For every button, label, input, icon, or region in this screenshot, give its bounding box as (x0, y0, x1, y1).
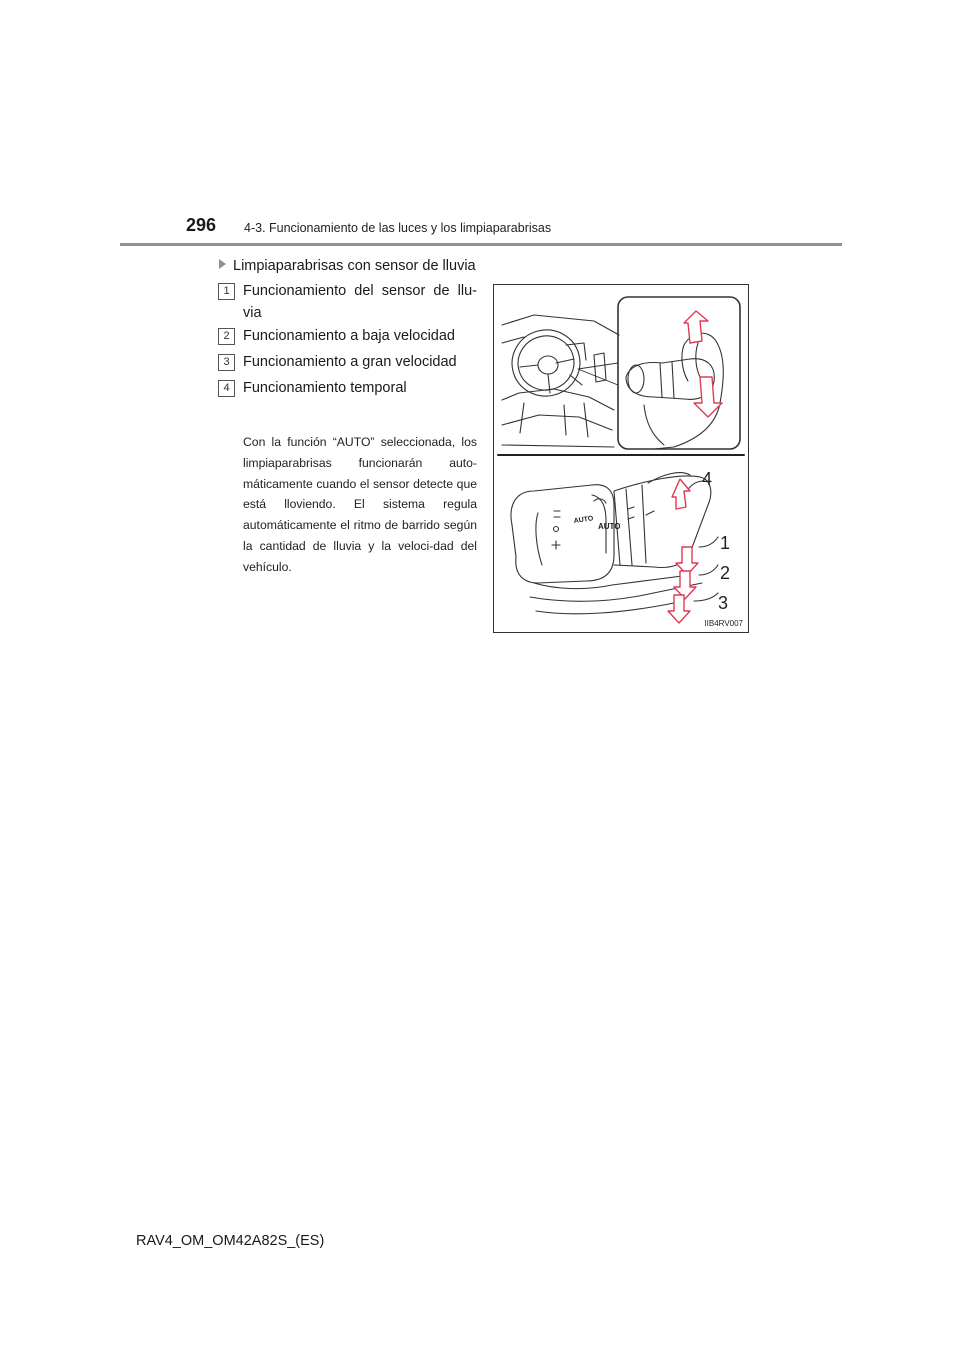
callout-3: 3 (718, 593, 729, 613)
figure-code: IIB4RV007 (704, 619, 743, 628)
item-marker-2: 2 (218, 328, 235, 345)
callout-1: 1 (720, 533, 731, 553)
item-marker-3: 3 (218, 354, 235, 371)
item-marker-4: 4 (218, 380, 235, 397)
list-item: Funcionamiento a baja velocidad (243, 328, 455, 344)
triangle-bullet-icon (219, 259, 226, 269)
wiper-lever-illustration (493, 284, 749, 633)
list-item: Funcionamiento temporal (243, 380, 407, 396)
subheading-text: Limpiaparabrisas con sensor de lluvia (233, 258, 476, 274)
item-marker-1: 1 (218, 283, 235, 300)
illustration-drawing (494, 285, 748, 632)
header-rule (120, 243, 842, 246)
list-item: Funcionamiento a gran velocidad (243, 354, 457, 370)
lever-auto-label-secondary: AUTO (598, 522, 621, 531)
list-item: Funcionamiento del sensor de llu-via (243, 283, 477, 321)
callout-2: 2 (720, 563, 731, 583)
callout-4: 4 (702, 469, 713, 489)
page-number: 296 (186, 215, 217, 235)
note-paragraph: Con la función “AUTO” seleccionada, los limpiaparabrisas funcionarán auto-máticamente cuando el sensor detecte que está lloviendo. El sistema regula automáticamente el ritmo de barrido según la cantidad de lluvia y la veloci-dad del vehículo. (243, 435, 477, 574)
footer-doc-code: RAV4_OM_OM42A82S_(ES) (136, 1233, 325, 1249)
section-title: 4-3. Funcionamiento de las luces y los limpiaparabrisas (244, 221, 552, 235)
lever-auto-label: AUTO (573, 515, 594, 525)
subheading (219, 258, 476, 274)
